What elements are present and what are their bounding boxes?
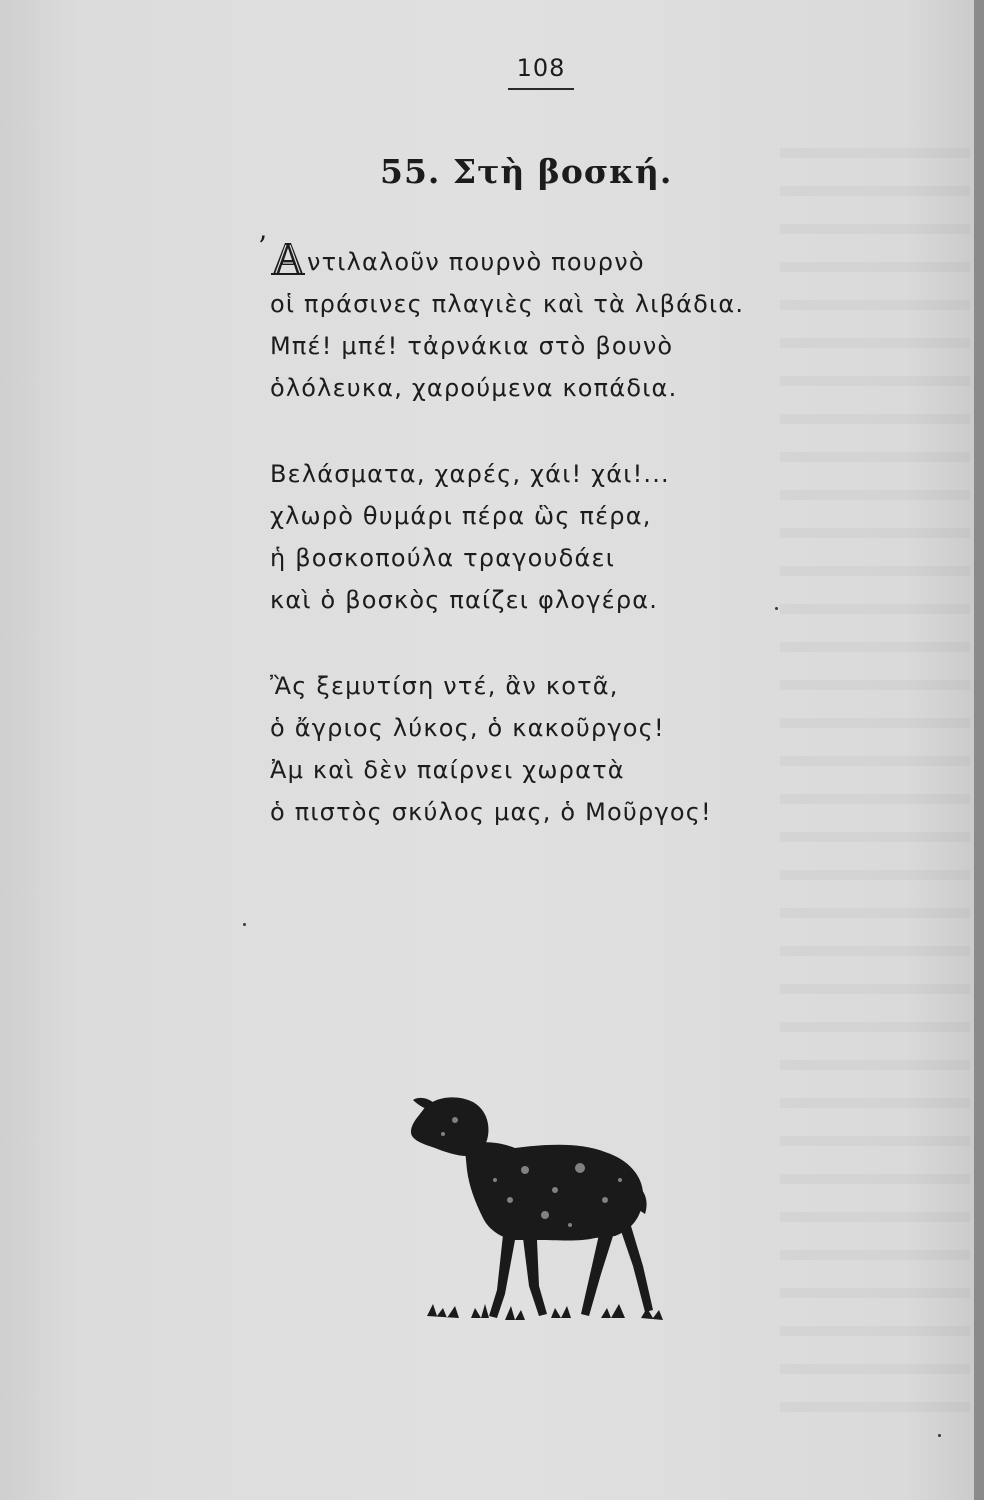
paper-speck [938,1434,941,1437]
sheep-illustration [405,1090,685,1330]
poem-line: ἡ βοσκοπούλα τραγουδάει [270,544,616,572]
ornamental-capital-alpha [270,240,306,276]
sheep-icon [411,1097,663,1320]
stanza-3 [270,665,830,833]
poem-body [258,230,830,877]
poem-title: 55. Στὴ βοσκή. [380,152,673,191]
poem-line: Μπέ! μπέ! τἀρνάκια στὸ βουνὸ [270,332,674,360]
dropcap-apostrophe: ’ [258,230,269,263]
poem-line: ὁ ἄγριος λύκος, ὁ κακοῦργος! [270,714,665,742]
page-number: 108 [516,54,566,82]
poem-line: οἱ πράσινες πλαγιὲς καὶ τὰ λιβάδια. [270,290,745,318]
first-line-text: ντιλαλοῦν πουρνὸ πουρνὸ [307,248,645,276]
page-edge [974,0,984,1500]
poem-line: Βελάσματα, χαρές, χάι! χάι!... [270,460,670,488]
page-number-rule [508,88,574,90]
stanza-2 [270,453,830,621]
poem-line: ὁ πιστὸς σκύλος μας, ὁ Μοῦργος! [270,798,712,826]
paper-speck [775,607,778,610]
poem-line: καὶ ὁ βοσκὸς παίζει φλογέρα. [270,586,659,614]
poem-line [258,230,830,283]
paper-speck [243,923,246,926]
poem-line: χλωρὸ θυμάρι πέρα ὣς πέρα, [270,502,652,530]
poem-line: ὁλόλευκα, χαρούμενα κοπάδια. [270,374,678,402]
poem-line: Ἂς ξεμυτίση ντέ, ἂν κοτᾶ, [270,672,619,700]
stanza-1 [258,230,830,409]
poem-line: Ἀμ καὶ δὲν παίρνει χωρατὰ [270,756,625,784]
